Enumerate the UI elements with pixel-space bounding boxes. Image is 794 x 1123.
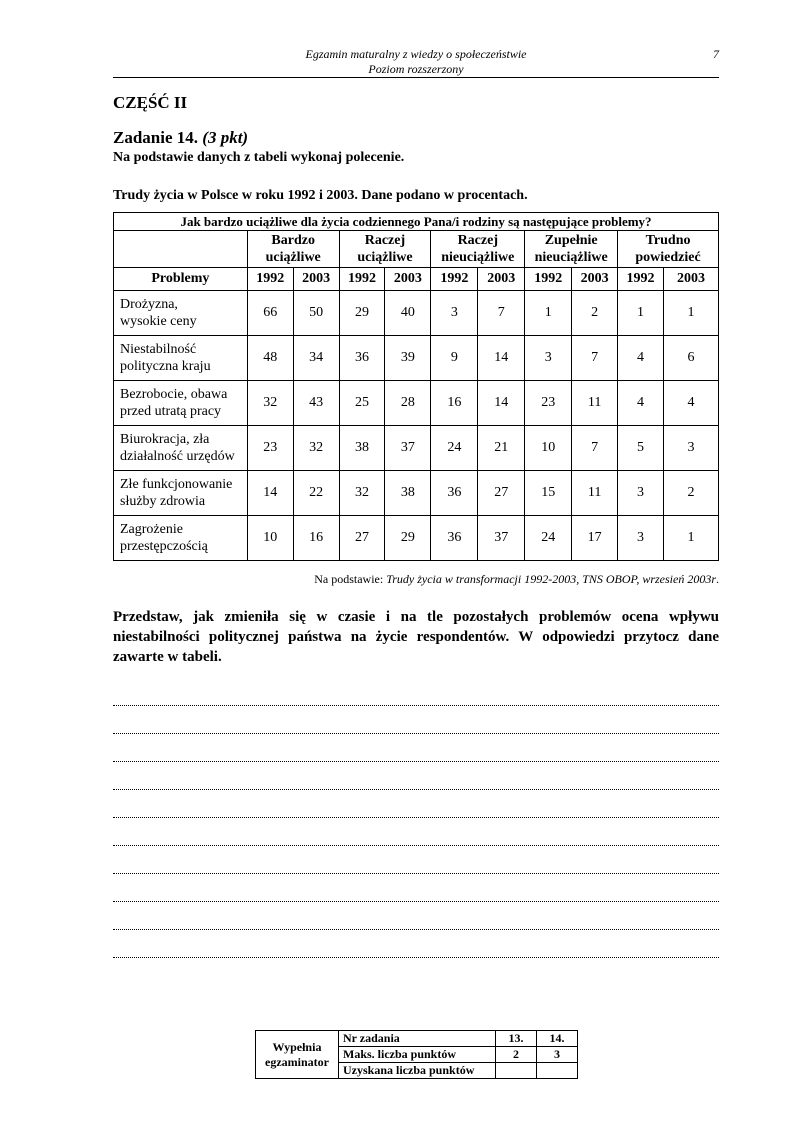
problem-label: [114, 426, 248, 471]
group-header: [431, 231, 525, 268]
value-cell: 29: [385, 516, 431, 561]
value-cell: 34: [293, 336, 339, 381]
value-cell: 3: [618, 516, 664, 561]
value-cell: 32: [293, 426, 339, 471]
value-cell: 50: [293, 291, 339, 336]
problem-label-line: wysokie ceny: [120, 314, 197, 329]
value-cell: 16: [431, 381, 478, 426]
problem-label-line: przestępczością: [120, 539, 208, 554]
exam-title: Egzamin maturalny z wiedzy o społeczeństwie: [305, 47, 527, 61]
value-cell: 1: [664, 291, 719, 336]
value-cell: 3: [618, 471, 664, 516]
score-row-label: Maks. liczba punktów: [339, 1047, 496, 1063]
value-cell: 1: [618, 291, 664, 336]
group-label: Raczej: [364, 233, 406, 248]
value-cell: 66: [247, 291, 293, 336]
value-cell: 23: [247, 426, 293, 471]
value-cell: 14: [247, 471, 293, 516]
table-row: [114, 336, 719, 381]
value-cell: 15: [525, 471, 572, 516]
score-filled-by-line: egzaminator: [265, 1054, 329, 1069]
value-cell: 10: [525, 426, 572, 471]
source-suffix: .: [716, 572, 719, 586]
problem-label: [114, 336, 248, 381]
group-label: nieuciążliwe: [441, 250, 515, 265]
table-row: [114, 381, 719, 426]
task-title: [113, 128, 248, 148]
table-row: [114, 426, 719, 471]
year-header: 1992: [525, 268, 572, 291]
value-cell: 6: [664, 336, 719, 381]
value-cell: 11: [572, 471, 618, 516]
problem-label-line: przed utratą pracy: [120, 404, 222, 419]
value-cell: 16: [293, 516, 339, 561]
question-text: Przedstaw, jak zmieniła się w czasie i na tle pozostałych problemów ocena wpływu niestabilności politycznej państwa na życie respondentów. W odpowiedzi przytocz dane zawarte w tabeli.: [113, 609, 719, 665]
value-cell: 39: [385, 336, 431, 381]
score-cell: 2: [496, 1047, 537, 1063]
score-table: [255, 1030, 578, 1079]
value-cell: 37: [385, 426, 431, 471]
group-header: [339, 231, 431, 268]
value-cell: 25: [339, 381, 385, 426]
value-cell: 7: [572, 426, 618, 471]
value-cell: 22: [293, 471, 339, 516]
year-header: 1992: [618, 268, 664, 291]
problem-label: [114, 516, 248, 561]
year-header: 2003: [572, 268, 618, 291]
value-cell: 10: [247, 516, 293, 561]
value-cell: 28: [385, 381, 431, 426]
score-row-label: Nr zadania: [339, 1031, 496, 1047]
part-title: CZĘŚĆ II: [113, 93, 188, 112]
group-label: powiedzieć: [635, 250, 701, 265]
problem-label-line: Drożyzna,: [120, 297, 178, 312]
score-row-label: Uzyskana liczba punktów: [339, 1063, 496, 1079]
answer-area[interactable]: [113, 678, 719, 958]
year-header: 1992: [247, 268, 293, 291]
problem-label-line: Biurokracja, zła: [120, 432, 210, 447]
value-cell: 27: [478, 471, 525, 516]
year-header: 2003: [385, 268, 431, 291]
value-cell: 3: [431, 291, 478, 336]
answer-line[interactable]: [113, 762, 719, 790]
group-label: Bardzo: [271, 233, 315, 248]
value-cell: 43: [293, 381, 339, 426]
value-cell: 9: [431, 336, 478, 381]
score-cell: 13.: [496, 1031, 537, 1047]
data-table: [113, 212, 719, 561]
group-label: uciążliwe: [357, 250, 413, 265]
problem-label-line: służby zdrowia: [120, 494, 206, 509]
value-cell: 4: [618, 336, 664, 381]
table-row: [114, 516, 719, 561]
score-cell-input[interactable]: [496, 1063, 537, 1079]
group-label: nieuciążliwe: [534, 250, 608, 265]
problem-label-line: działalność urzędów: [120, 449, 235, 464]
value-cell: 1: [664, 516, 719, 561]
value-cell: 4: [618, 381, 664, 426]
value-cell: 1: [525, 291, 572, 336]
value-cell: 36: [339, 336, 385, 381]
table-row: [114, 471, 719, 516]
answer-line[interactable]: [113, 706, 719, 734]
value-cell: 14: [478, 381, 525, 426]
year-header: 2003: [478, 268, 525, 291]
year-header: 2003: [293, 268, 339, 291]
table-top-header: Jak bardzo uciążliwe dla życia codziennego Pana/i rodziny są następujące problemy?: [114, 213, 719, 231]
year-header-row: [114, 268, 719, 291]
value-cell: 21: [478, 426, 525, 471]
value-cell: 48: [247, 336, 293, 381]
value-cell: 5: [618, 426, 664, 471]
group-header-row: [114, 231, 719, 268]
value-cell: 29: [339, 291, 385, 336]
year-header: 1992: [339, 268, 385, 291]
page-number: 7: [713, 47, 719, 61]
problem-label: [114, 471, 248, 516]
problem-label-line: Niestabilność: [120, 342, 197, 357]
score-filled-by: [256, 1031, 339, 1079]
problem-label-line: Bezrobocie, obawa: [120, 387, 228, 402]
value-cell: 40: [385, 291, 431, 336]
value-cell: 2: [664, 471, 719, 516]
answer-line[interactable]: [113, 790, 719, 818]
page-header: [113, 47, 719, 78]
value-cell: 17: [572, 516, 618, 561]
problem-label-line: Zagrożenie: [120, 522, 183, 537]
value-cell: 32: [247, 381, 293, 426]
group-label: uciążliwe: [265, 250, 321, 265]
score-cell: 3: [537, 1047, 578, 1063]
value-cell: 36: [431, 516, 478, 561]
value-cell: 24: [525, 516, 572, 561]
value-cell: 23: [525, 381, 572, 426]
group-label: Raczej: [457, 233, 498, 248]
task-points: (3 pkt): [202, 128, 249, 147]
source-note: [314, 572, 719, 587]
value-cell: 24: [431, 426, 478, 471]
problem-label-line: polityczna kraju: [120, 359, 211, 374]
year-header: 2003: [664, 268, 719, 291]
problem-label: [114, 381, 248, 426]
source-title: Trudy życia w transformacji 1992-2003, TNS OBOP, wrzesień 2003r: [386, 572, 716, 586]
score-cell-input[interactable]: [537, 1063, 578, 1079]
exam-level: Poziom rozszerzony: [368, 62, 464, 76]
value-cell: 37: [478, 516, 525, 561]
answer-line[interactable]: [113, 678, 719, 706]
value-cell: 7: [572, 336, 618, 381]
value-cell: 3: [525, 336, 572, 381]
table-body: [114, 291, 719, 561]
value-cell: 7: [478, 291, 525, 336]
group-header: [525, 231, 618, 268]
group-header: [618, 231, 719, 268]
value-cell: 36: [431, 471, 478, 516]
group-label: Trudno: [645, 233, 691, 248]
problem-label: [114, 291, 248, 336]
table-caption: Trudy życia w Polsce w roku 1992 i 2003. Dane podano w procentach.: [113, 188, 528, 203]
group-header: [247, 231, 339, 268]
score-cell: 14.: [537, 1031, 578, 1047]
year-header: 1992: [431, 268, 478, 291]
empty-header-cell: [114, 231, 248, 268]
task-number: Zadanie 14.: [113, 128, 199, 147]
answer-line[interactable]: [113, 874, 719, 902]
task-instruction: Na podstawie danych z tabeli wykonaj polecenie.: [113, 150, 405, 165]
value-cell: 3: [664, 426, 719, 471]
value-cell: 14: [478, 336, 525, 381]
answer-line[interactable]: [113, 734, 719, 762]
value-cell: 4: [664, 381, 719, 426]
problems-header: Problemy: [114, 268, 248, 291]
value-cell: 27: [339, 516, 385, 561]
group-label: Zupełnie: [544, 233, 598, 248]
value-cell: 38: [339, 426, 385, 471]
table-row: [114, 291, 719, 336]
answer-line[interactable]: [113, 818, 719, 846]
value-cell: 2: [572, 291, 618, 336]
answer-line[interactable]: [113, 846, 719, 874]
answer-line[interactable]: [113, 930, 719, 958]
source-prefix: Na podstawie:: [314, 572, 387, 586]
value-cell: 38: [385, 471, 431, 516]
score-filled-by-line: Wypełnia: [272, 1039, 322, 1054]
answer-line[interactable]: [113, 902, 719, 930]
value-cell: 32: [339, 471, 385, 516]
value-cell: 11: [572, 381, 618, 426]
problem-label-line: Złe funkcjonowanie: [120, 477, 233, 492]
